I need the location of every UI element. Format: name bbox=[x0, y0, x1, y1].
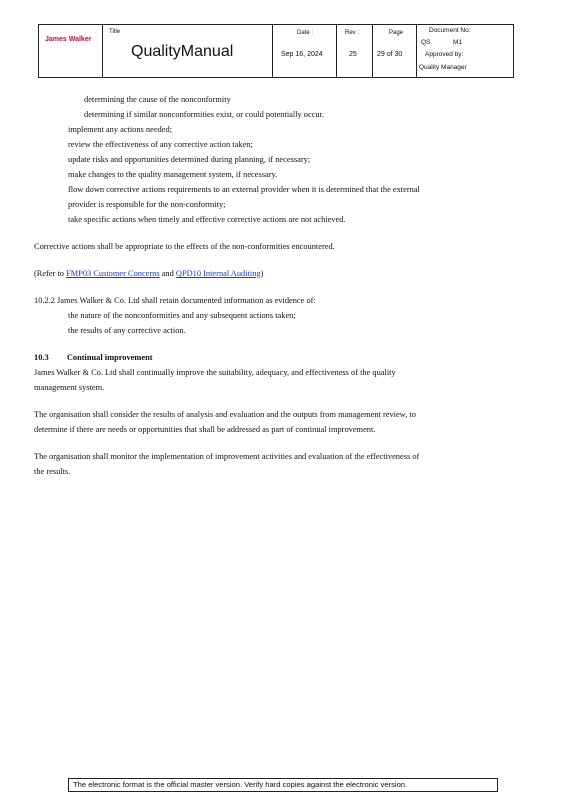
list-item: determining the cause of the nonconformity bbox=[84, 95, 231, 104]
document-header bbox=[38, 24, 514, 78]
company-name: James Walker bbox=[45, 36, 92, 43]
date-label: Date : bbox=[297, 30, 314, 36]
document-number-left: QS bbox=[421, 39, 431, 46]
approved-by-label: Approved by: bbox=[425, 51, 464, 58]
list-item: the nature of the nonconformities and any subsequent actions taken; bbox=[68, 311, 296, 320]
monitor-paragraph-line2: the results. bbox=[34, 467, 71, 476]
continual-improvement-line1: James Walker & Co. Ltd shall continually improve the suitability, adequacy, and effectiveness of the quality bbox=[34, 368, 396, 377]
monitor-paragraph-line1: The organisation shall monitor the implementation of improvement activities and evaluation of the effectiveness of bbox=[34, 452, 420, 461]
continual-improvement-line2: management system. bbox=[34, 383, 105, 392]
section-10-2-2: 10.2.2 James Walker & Co. Ltd shall retain documented information as evidence of: bbox=[34, 296, 316, 305]
page-cell bbox=[373, 25, 417, 77]
document-number-cell bbox=[417, 25, 513, 77]
section-heading bbox=[34, 350, 524, 365]
corrective-actions-paragraph: Corrective actions shall be appropriate to the effects of the non-conformities encountered. bbox=[34, 242, 335, 251]
reference-line: (Refer to FMP03 Customer Concerns and QPD10 Internal Auditing) bbox=[34, 269, 264, 278]
list-item-continuation: provider is responsible for the non-conformity; bbox=[68, 200, 226, 209]
title-label: Title bbox=[109, 29, 121, 35]
review-paragraph-line1: The organisation shall consider the results of analysis and evaluation and the outputs from management review, to bbox=[34, 410, 416, 419]
document-title: QualityManual bbox=[131, 43, 234, 60]
section-title: Continual improvement bbox=[66, 353, 153, 362]
list-item: take specific actions when timely and effective corrective actions are not achieved. bbox=[68, 215, 346, 224]
rev-label: Rev : bbox=[345, 30, 360, 36]
list-item: the results of any corrective action. bbox=[68, 326, 186, 335]
section-number: 10.3 bbox=[34, 353, 49, 362]
list-item: implement any actions needed; bbox=[68, 125, 172, 134]
qpd10-link[interactable]: QPD10 Internal Auditing bbox=[175, 269, 261, 278]
list-item: review the effectiveness of any corrective action taken; bbox=[68, 140, 253, 149]
document-number-label: Document No: bbox=[429, 27, 471, 34]
page-label: Page bbox=[389, 30, 404, 36]
page-value: 29 of 30 bbox=[377, 51, 403, 58]
review-paragraph-line2: determine if there are needs or opportunities that shall be addressed as part of continual improvement. bbox=[34, 425, 376, 434]
date-value: Sep 16, 2024 bbox=[281, 51, 323, 58]
list-item: determining if similar nonconformities exist, or could potentially occur. bbox=[84, 110, 325, 119]
company-logo bbox=[39, 25, 103, 77]
approved-by-value: Quality Manager bbox=[419, 64, 467, 71]
title-cell bbox=[103, 25, 273, 77]
document-body bbox=[34, 92, 524, 479]
date-cell bbox=[273, 25, 337, 77]
document-number-right: M1 bbox=[453, 39, 463, 46]
footer-notice: The electronic format is the official master version. Verify hard copies against the electronic version. bbox=[68, 778, 498, 792]
rev-cell bbox=[337, 25, 373, 77]
list-item: flow down corrective actions requirements to an external provider when it is determined that the external bbox=[68, 185, 420, 194]
list-item: update risks and opportunities determined during planning, if necessary; bbox=[68, 155, 311, 164]
fmp03-link[interactable]: FMP03 Customer Concerns bbox=[66, 269, 160, 278]
rev-value: 25 bbox=[349, 51, 357, 58]
list-item: make changes to the quality management system, if necessary. bbox=[68, 170, 278, 179]
